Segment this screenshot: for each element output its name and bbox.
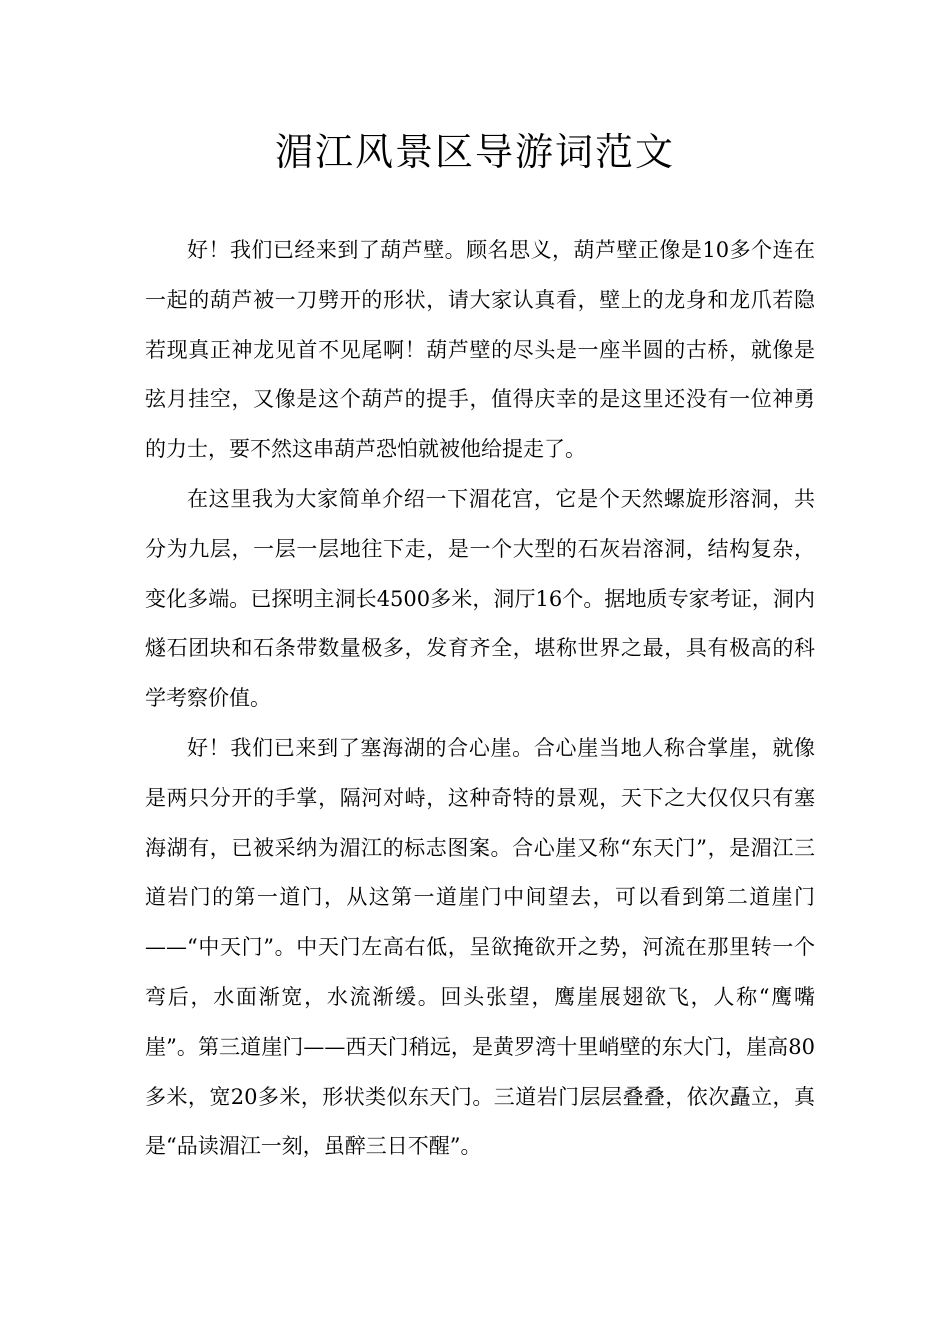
paragraph-hulu-wall: 好！我们已经来到了葫芦壁。顾名思义，葫芦壁正像是10多个连在一起的葫芦被一刀劈开的形状，请大家认真看，壁上的龙身和龙爪若隐若现真正神龙见首不见尾啊！葫芦壁的尽头是一座半圆的古桥，就像是弦月挂空，又像是这个葫芦的提手，值得庆幸的是这里还没有一位神勇的力士，要不然这串葫芦恐怕就被他给提走了。 (145, 238, 815, 462)
document-body (145, 226, 815, 1172)
paragraph-hexin-cliff: 好！我们已来到了塞海湖的合心崖。合心崖当地人称合掌崖，就像是两只分开的手掌，隔河对峙，这种奇特的景观，天下之大仅仅只有塞海湖有，已被采纳为湄江的标志图案。合心崖又称“东天门”，是湄江三道岩门的第一道门，从这第一道崖门中间望去，可以看到第二道崖门——“中天门”。中天门左高右低，呈欲掩欲开之势，河流在那里转一个弯后，水面渐宽，水流渐缓。回头张望，鹰崖展翅欲飞，人称“鹰嘴崖”。第三道崖门——西天门稍远，是黄罗湾十里峭壁的东大门，崖高80多米，宽20多米，形状类似东天门。三道岩门层层叠叠，依次矗立，真是“品读湄江一刻，虽醉三日不醒”。 (145, 735, 815, 1159)
page-title: 湄江风景区导游词范文 (274, 130, 675, 174)
paragraph-meihua-palace: 在这里我为大家简单介绍一下湄花宫，它是个天然螺旋形溶洞，共分为九层，一层一层地往下走，是一个大型的石灰岩溶洞，结构复杂，变化多端。已探明主洞长4500多米，洞厅16个。据地质专家考证，洞内燧石团块和石条带数量极多，发育齐全，堪称世界之最，具有极高的科学考察价值。 (145, 486, 815, 711)
